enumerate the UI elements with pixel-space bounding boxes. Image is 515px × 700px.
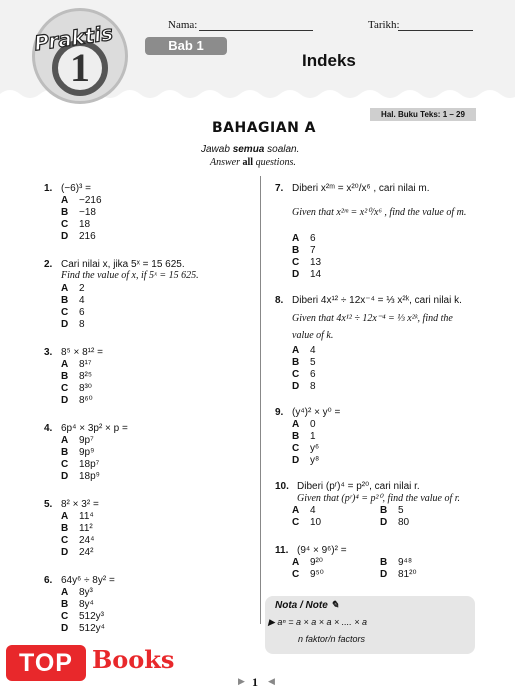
- instruction-ms: Jawab semua soalan.: [201, 144, 300, 155]
- option-d[interactable]: D 8: [61, 319, 85, 330]
- question-number: 4.: [44, 423, 53, 434]
- name-field[interactable]: [199, 30, 313, 31]
- option-c[interactable]: C 9⁵⁰: [292, 569, 324, 580]
- question-4: [44, 423, 244, 483]
- option-a[interactable]: A 8y³: [61, 587, 93, 598]
- option-d[interactable]: D 8⁶⁰: [61, 395, 93, 406]
- option-c[interactable]: C 10: [292, 517, 322, 528]
- option-b[interactable]: B 4: [61, 295, 85, 306]
- question-number: 8.: [275, 295, 284, 306]
- question-number: 11.: [275, 545, 289, 556]
- question-5: [44, 499, 244, 559]
- question-2: [44, 259, 254, 331]
- option-a[interactable]: A 4: [292, 505, 316, 516]
- option-b[interactable]: B 1: [292, 431, 316, 442]
- option-c[interactable]: C 8³⁰: [61, 383, 92, 394]
- option-a[interactable]: A 2: [61, 283, 85, 294]
- question-1: [44, 183, 244, 243]
- chapter-tag: Bab 1: [145, 37, 227, 55]
- question-number: 3.: [44, 347, 53, 358]
- option-c[interactable]: C 24⁴: [61, 535, 95, 546]
- question-number: 9.: [275, 407, 284, 418]
- option-d[interactable]: D 14: [292, 269, 322, 280]
- option-a[interactable]: A 9²⁰: [292, 557, 323, 568]
- praktis-label: Praktis: [32, 20, 115, 56]
- option-c[interactable]: C 512y³: [61, 611, 105, 622]
- question-number: 1.: [44, 183, 53, 194]
- question-10: [275, 481, 485, 531]
- question-stem-en-cont: value of k.: [292, 330, 334, 341]
- option-b[interactable]: B 5: [380, 505, 404, 516]
- instruction-en: Answer all questions.: [210, 157, 296, 168]
- option-a[interactable]: A 9p⁷: [61, 435, 94, 446]
- question-stem: (y⁴)² × y⁰ =: [292, 407, 341, 418]
- question-stem: Diberi (pʳ)⁴ = p²⁰, cari nilai r.: [297, 481, 420, 492]
- question-stem: (−6)³ =: [61, 183, 92, 194]
- page-number: 1: [252, 675, 258, 689]
- question-number: 6.: [44, 575, 53, 586]
- note-title: Nota / Note ✎: [275, 600, 339, 611]
- question-number: 2.: [44, 259, 53, 270]
- option-b[interactable]: B 9p⁹: [61, 447, 95, 458]
- option-d[interactable]: D 80: [380, 517, 410, 528]
- question-6: [44, 575, 244, 635]
- watermark-top: TOP: [6, 645, 86, 681]
- question-stem: Cari nilai x, jika 5ˣ = 15 625.: [61, 259, 185, 270]
- question-stem: 8² × 3² =: [61, 499, 99, 510]
- option-a[interactable]: A 6: [292, 233, 316, 244]
- question-number: 5.: [44, 499, 53, 510]
- note-subtext: n faktor/n factors: [298, 634, 366, 644]
- option-c[interactable]: C 6: [61, 307, 85, 318]
- option-b[interactable]: B 8²⁵: [61, 371, 93, 382]
- question-stem: 64y⁶ ÷ 8y² =: [61, 575, 115, 586]
- option-c[interactable]: C 13: [292, 257, 322, 268]
- option-d[interactable]: D 8: [292, 381, 316, 392]
- question-11: [275, 545, 485, 585]
- option-c[interactable]: C 6: [292, 369, 316, 380]
- question-stem: (9⁴ × 9⁶)² =: [297, 545, 347, 556]
- question-stem-en: Find the value of x, if 5ˣ = 15 625.: [61, 270, 199, 281]
- question-8: [275, 295, 485, 395]
- question-3: [44, 347, 244, 407]
- question-number: 7.: [275, 183, 284, 194]
- question-7: [275, 183, 485, 280]
- option-a[interactable]: A 4: [292, 345, 316, 356]
- option-b[interactable]: B −18: [61, 207, 96, 218]
- option-a[interactable]: A 0: [292, 419, 316, 430]
- section-title: BAHAGIAN A: [212, 120, 317, 136]
- option-c[interactable]: C y⁶: [292, 443, 320, 454]
- option-d[interactable]: D 81²⁰: [380, 569, 417, 580]
- question-number: 10.: [275, 481, 289, 492]
- question-stem: 8⁵ × 8¹² =: [61, 347, 103, 358]
- question-stem: Diberi x²ᵐ = x²⁰/x⁶ , cari nilai m.: [292, 183, 430, 194]
- date-field[interactable]: [398, 30, 473, 31]
- note-formula: ▶ aⁿ = a × a × a × .... × a: [268, 617, 368, 627]
- option-c[interactable]: C 18: [61, 219, 91, 230]
- date-label: Tarikh:: [368, 19, 400, 31]
- page-arrow-right-icon: ◀: [268, 676, 275, 686]
- question-stem: 6p⁴ × 3p² × p =: [61, 423, 128, 434]
- option-d[interactable]: D 216: [61, 231, 96, 242]
- option-d[interactable]: D 512y⁴: [61, 623, 105, 634]
- badge-number: 1: [70, 45, 90, 90]
- pencil-icon: ✎: [330, 600, 339, 611]
- option-b[interactable]: B 9⁴⁸: [380, 557, 413, 568]
- option-a[interactable]: A 11⁴: [61, 511, 94, 522]
- watermark-books: Books: [92, 645, 175, 674]
- question-stem-en: Given that x²ᵐ = x²⁰/x⁶ , find the value of m.: [292, 207, 467, 218]
- question-stem-en: Given that 4x¹² ÷ 12x⁻⁴ = ⅓ x²ᵏ, find the: [292, 313, 453, 324]
- question-9: [275, 407, 475, 467]
- option-a[interactable]: A −216: [61, 195, 102, 206]
- option-c[interactable]: C 18p⁷: [61, 459, 100, 470]
- name-label: Nama:: [168, 19, 198, 31]
- option-a[interactable]: A 8¹⁷: [61, 359, 92, 370]
- textbook-ref: Hal. Buku Teks: 1 – 29: [370, 108, 476, 121]
- option-b[interactable]: B 11²: [61, 523, 93, 534]
- option-d[interactable]: D y⁸: [292, 455, 320, 466]
- option-d[interactable]: D 24²: [61, 547, 94, 558]
- page-title: Indeks: [302, 51, 356, 70]
- question-stem: Diberi 4x¹² ÷ 12x⁻⁴ = ⅓ x²ᵏ, cari nilai k.: [292, 295, 462, 306]
- option-b[interactable]: B 5: [292, 357, 316, 368]
- page-arrow-left-icon: ▶: [238, 676, 245, 686]
- column-divider: [260, 176, 261, 624]
- arrow-icon: ▶: [268, 617, 278, 627]
- option-b[interactable]: B 8y⁴: [61, 599, 94, 610]
- question-stem-en: Given that (pʳ)⁴ = p²⁰, find the value of r.: [297, 493, 461, 504]
- option-b[interactable]: B 7: [292, 245, 316, 256]
- option-d[interactable]: D 18p⁹: [61, 471, 100, 482]
